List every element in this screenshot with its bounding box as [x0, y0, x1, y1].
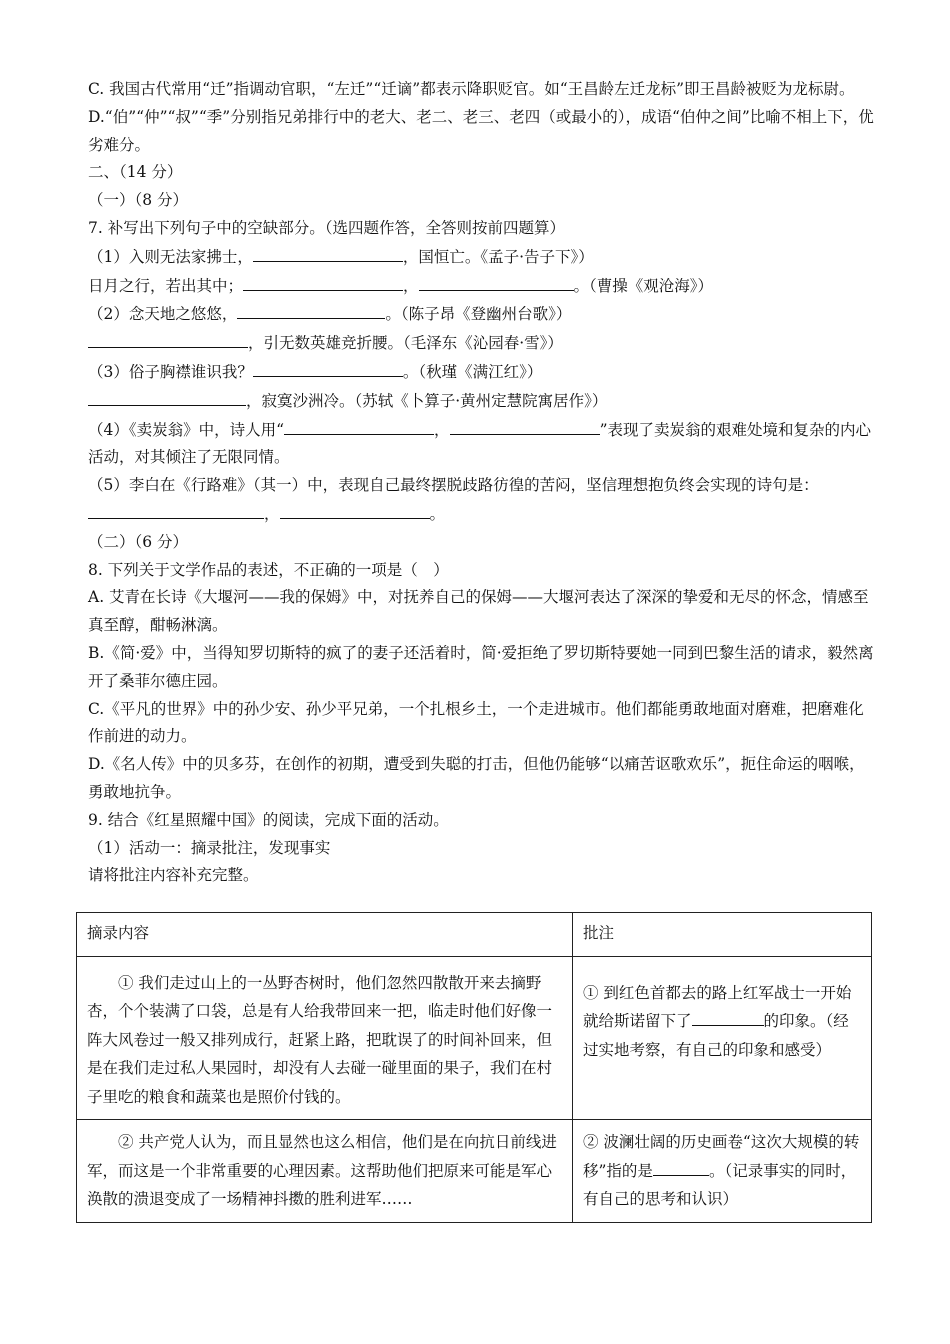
q7-text: （2）念天地之悠悠， — [88, 305, 238, 324]
q7-line-4 — [88, 329, 878, 358]
column-header-annotation: 批注 — [573, 913, 872, 957]
annotation-text: ① 到红色首都去的路上红军战士一开始就给斯诺留下了 — [583, 983, 852, 1030]
column-header-excerpt: 摘录内容 — [77, 913, 573, 957]
q7-text: 。（秋瑾《满江红》） — [402, 362, 543, 381]
annotation-text: ② 波澜壮阔的历史画卷“这次大规模的转移”指的是 — [583, 1133, 860, 1180]
q7-text: 。（曹操《观沧海》） — [573, 276, 714, 295]
q7-text: ， — [264, 504, 280, 523]
answer-blank[interactable] — [253, 358, 403, 377]
answer-blank[interactable] — [692, 1007, 764, 1026]
answer-blank[interactable] — [253, 243, 403, 262]
q9-instruction: 请将批注内容补充完整。 — [88, 866, 259, 885]
q7-text: ，国恒亡。《孟子·告子下》） — [402, 247, 594, 266]
table-row — [77, 956, 872, 1120]
table-header-row — [77, 913, 872, 957]
q7-line-3 — [88, 300, 878, 329]
answer-blank[interactable] — [237, 300, 385, 319]
q7-line-6 — [88, 387, 878, 416]
annotation-cell-2 — [573, 1120, 872, 1223]
answer-blank[interactable] — [243, 272, 403, 291]
answer-blank[interactable] — [284, 416, 434, 435]
q8-option-d: D.《名人传》中的贝多芬，在创作的初期，遭受到失聪的打击，但他仍能够“以痛苦讴歌欢乐”，扼住命运的咽喉，勇敢地抗争。 — [88, 755, 865, 801]
q7-line-7 — [88, 416, 878, 473]
q7-title: 7. 补写出下列句子中的空缺部分。（选四题作答，全答则按前四题算） — [88, 218, 565, 237]
q7-line-8 — [88, 472, 878, 529]
q8-title: 8. 下列关于文学作品的表述，不正确的一项是（ ） — [88, 560, 449, 579]
table-row — [77, 1120, 872, 1223]
annotation-cell-1 — [573, 956, 872, 1120]
q6-option-d: D.“伯”“仲”“叔”“季”分别指兄弟排行中的老大、老二、老三、老四（或最小的），成语“伯仲之间”比喻不相上下，优劣难分。 — [88, 107, 874, 154]
q7-text: ，寂寞沙洲冷。（苏轼《卜算子·黄州定慧院寓居作》） — [246, 391, 608, 410]
q6-option-c: C. 我国古代常用“迁”指调动官职，“左迁”“迁谪”都表示降职贬官。如“王昌龄左迁龙标”即王昌龄被贬为龙标尉。 — [88, 80, 855, 98]
exam-content — [88, 76, 878, 890]
q8-option-c: C.《平凡的世界》中的孙少安、孙少平兄弟，一个扎根乡土，一个走进城市。他们都能勇敢地面对磨难，把磨难化作前进的动力。 — [88, 699, 864, 746]
annotation-table — [76, 912, 872, 1223]
section-2-part-2: （二）（6 分） — [88, 532, 189, 551]
q7-line-1 — [88, 243, 878, 272]
q7-text: 。（陈子昂《登幽州台歌》） — [385, 305, 572, 324]
answer-blank[interactable] — [280, 500, 430, 519]
section-2-part-1: （一）（8 分） — [88, 191, 189, 210]
q7-text: （1）入则无法家拂士， — [88, 247, 253, 266]
q7-text: ， — [434, 420, 450, 439]
q7-text: ”表现了卖炭翁的艰难处境和复杂的内心活动，对其倾注了无限同情。 — [88, 420, 871, 467]
answer-blank[interactable] — [419, 272, 574, 291]
annotation-text: 。（记录事实的同时，有自己的思考和认识） — [583, 1161, 857, 1208]
excerpt-cell-2: ② 共产党人认为，而且显然也这么相信，他们是在向抗日前线进军，而这是一个非常重要的心理因素。这帮助他们把原来可能是军心涣散的溃退变成了一场精神抖擞的胜利进军…… — [77, 1120, 573, 1223]
q7-text: （3）俗子胸襟谁识我？ — [88, 362, 253, 381]
q7-line-2 — [88, 272, 878, 301]
q7-text: ， — [403, 276, 419, 295]
q7-line-5 — [88, 358, 878, 387]
annotation-text: 的印象。（经过实地考察，有自己的印象和感受） — [583, 1012, 849, 1059]
section-2-title: 二、（14 分） — [88, 163, 183, 182]
answer-blank[interactable] — [88, 500, 264, 519]
q7-text: （4）《卖炭翁》中，诗人用“ — [88, 420, 285, 439]
excerpt-cell-1: ① 我们走过山上的一丛野杏树时，他们忽然四散散开来去摘野杏，个个装满了口袋，总是有人给我带回来一把，临走时他们好像一阵大风卷过一般又排列成行，赶紧上路，把耽误了的时间补回来，但是在我们走过私人果园时，却没有人去碰一碰里面的果子，我们在村子里吃的粮食和蔬菜也是照价付钱的。 — [77, 956, 573, 1120]
answer-blank[interactable] — [88, 387, 246, 406]
answer-blank[interactable] — [450, 416, 600, 435]
answer-blank[interactable] — [88, 329, 248, 348]
q9-activity-1: （1）活动一：摘录批注，发现事实 — [88, 838, 331, 857]
q7-text: 。 — [429, 504, 446, 523]
q9-title: 9. 结合《红星照耀中国》的阅读，完成下面的活动。 — [88, 810, 449, 829]
q7-text: ，引无数英雄竞折腰。（毛泽东《沁园春·雪》） — [248, 334, 563, 353]
q8-option-b: B.《简·爱》中，当得知罗切斯特的疯了的妻子还活着时，简·爱拒绝了罗切斯特要她一同到巴黎生活的请求，毅然离开了桑菲尔德庄园。 — [88, 643, 874, 690]
answer-blank[interactable] — [653, 1157, 709, 1176]
q7-text: （5）李白在《行路难》（其一）中，表现自己最终摆脱歧路彷徨的苦闷，坚信理想抱负终会实现的诗句是： — [88, 476, 819, 495]
q7-text: 日月之行，若出其中； — [88, 276, 244, 295]
q8-option-a: A. 艾青在长诗《大堰河——我的保姆》中，对抚养自己的保姆——大堰河表达了深深的挚爱和无尽的怀念，情感至真至醇，酣畅淋漓。 — [88, 588, 869, 635]
